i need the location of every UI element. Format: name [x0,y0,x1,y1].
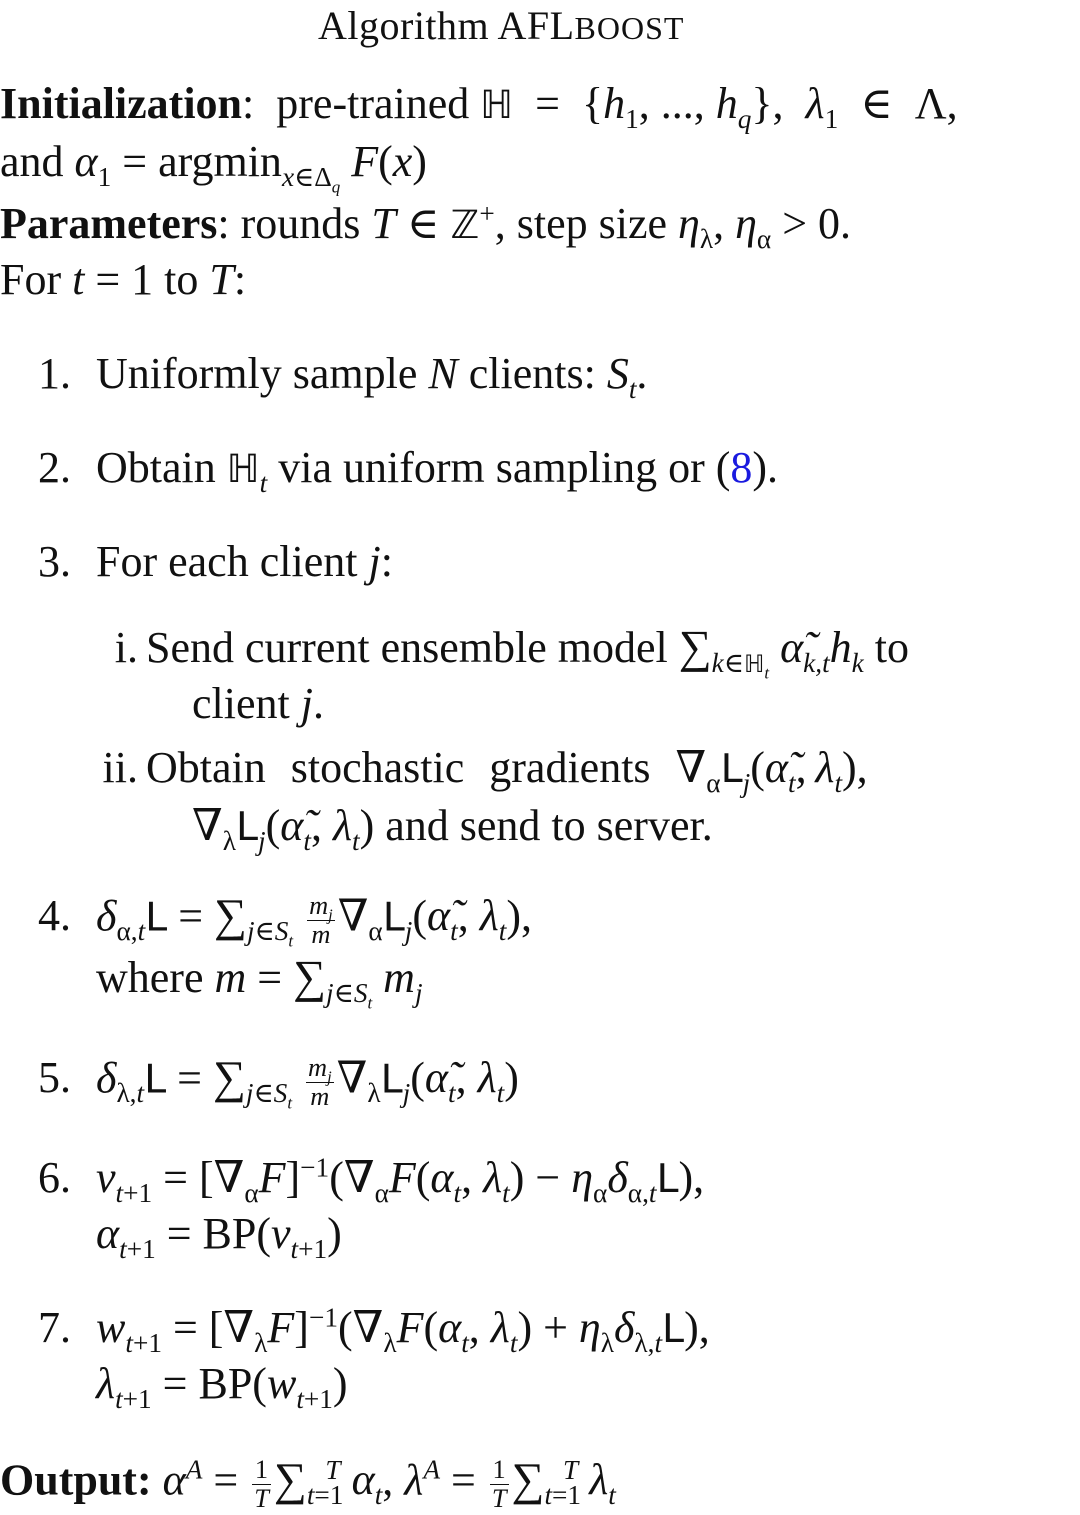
step-4-line-2: where $m = \sum_{j\in S_t}$ $m_j$ [96,951,423,1013]
step-4-fraction: $\frac{m_j}{m}$ [309,890,333,949]
output-label: Output: [0,1455,152,1505]
step-7-line-2: $\lambda_{t+1} = BP(w_{t+1})$ [96,1359,348,1414]
step-6-number: 6. [38,1153,71,1202]
step-5-fraction: $\frac{m_j}{m}$ [308,1052,332,1111]
substep-i-number: i. [114,623,138,672]
parameters-label: Parameters [0,199,218,248]
step-7-line-1: 7. $w_{t+1} = [\nabla_\lambda F]^{-1}(\nabla_\lambda F(\alpha_t$, $\lambda_t) + \eta_\lambda\delta_{\lambda,t}L$), [38,1302,710,1358]
title-smallcaps: BOOST [574,10,685,46]
parameters-line: Parameters: rounds T ∈ ℤ+, step size $\eta_\lambda$, $\eta_\alpha > 0$. [0,198,852,254]
initialization-line-1: Initialization: pre-trained ℍ = {$h_1$, ..., $h_q$}, $\lambda_1$ ∈ Λ, [0,79,958,134]
initialization-label: Initialization [0,79,243,128]
step-2: 2. Obtain ℍ$_t$ via uniform sampling or (8). [38,443,779,498]
step-6-line-1: 6. $v_{t+1} = [\nabla_\alpha F]^{-1}(\nabla_\alpha F(\alpha_t$, $\lambda_t) - \eta_\alpha\delta_{\alpha,t}L$), [38,1152,705,1208]
output-line: Output: $\alpha^A$ = $\frac{1}{T}$ $\sum_{t=1}^T$ $\alpha_t$, $\lambda^A$ = $\frac{1}{T}$ $\sum_{t=1}^T$ $\lambda_t$ [0,1453,616,1513]
step-7-number: 7. [38,1303,71,1352]
equation-ref-link[interactable]: 8 [730,443,753,492]
initialization-line-2: and $\alpha_1 = argmin_{x\in\Delta_q}$ F(x) [0,137,427,197]
step-4-line-1: 4. $\delta_{\alpha,t}L = \sum_{j\in S_t}$ $\frac{m_j}{m}$ $\nabla_\alpha L_j(\alphã_t$, $\lambda_t$), [38,889,532,951]
step-1: 1. Uniformly sample N clients: $S_t$. [38,349,648,404]
substep-i-line-2: client j. [192,679,324,728]
step-5-number: 5. [38,1053,71,1103]
for-loop-line: For t = 1 to T: [0,255,247,304]
algorithm-title [318,3,685,48]
title-prefix: Algorithm AFL [318,3,575,48]
step-5: 5. $\delta_{\lambda,t}L = \sum_{j\in S_t}$ $\frac{m_j}{m}$ $\nabla_\lambda L_j(\alphã_t$, $\lambda_t$) [38,1051,519,1113]
substep-ii-line-2: $\nabla_\lambda L_j(\alphã_t$, $\lambda_t$) and send to server. [192,801,713,856]
step-4-number: 4. [38,891,71,941]
step-6-line-2: $\alpha_{t+1} = BP(v_{t+1})$ [96,1209,342,1264]
substep-ii-line-1: ii. Obtain stochastic gradients $\nabla_\alpha L_j(\alphã_t$, $\lambda_t$), [92,746,868,790]
step-1-number: 1. [38,349,71,398]
substep-ii-number: ii. [102,743,138,792]
substep-i-line-1: i. Send current ensemble model $\sum_{k\in ℍ_t}$ $\alphã_{k,t}h_k$ to [92,624,909,673]
step-3: 3. For each client j: [38,537,393,586]
step-2-number: 2. [38,443,71,492]
step-3-number: 3. [38,537,71,586]
